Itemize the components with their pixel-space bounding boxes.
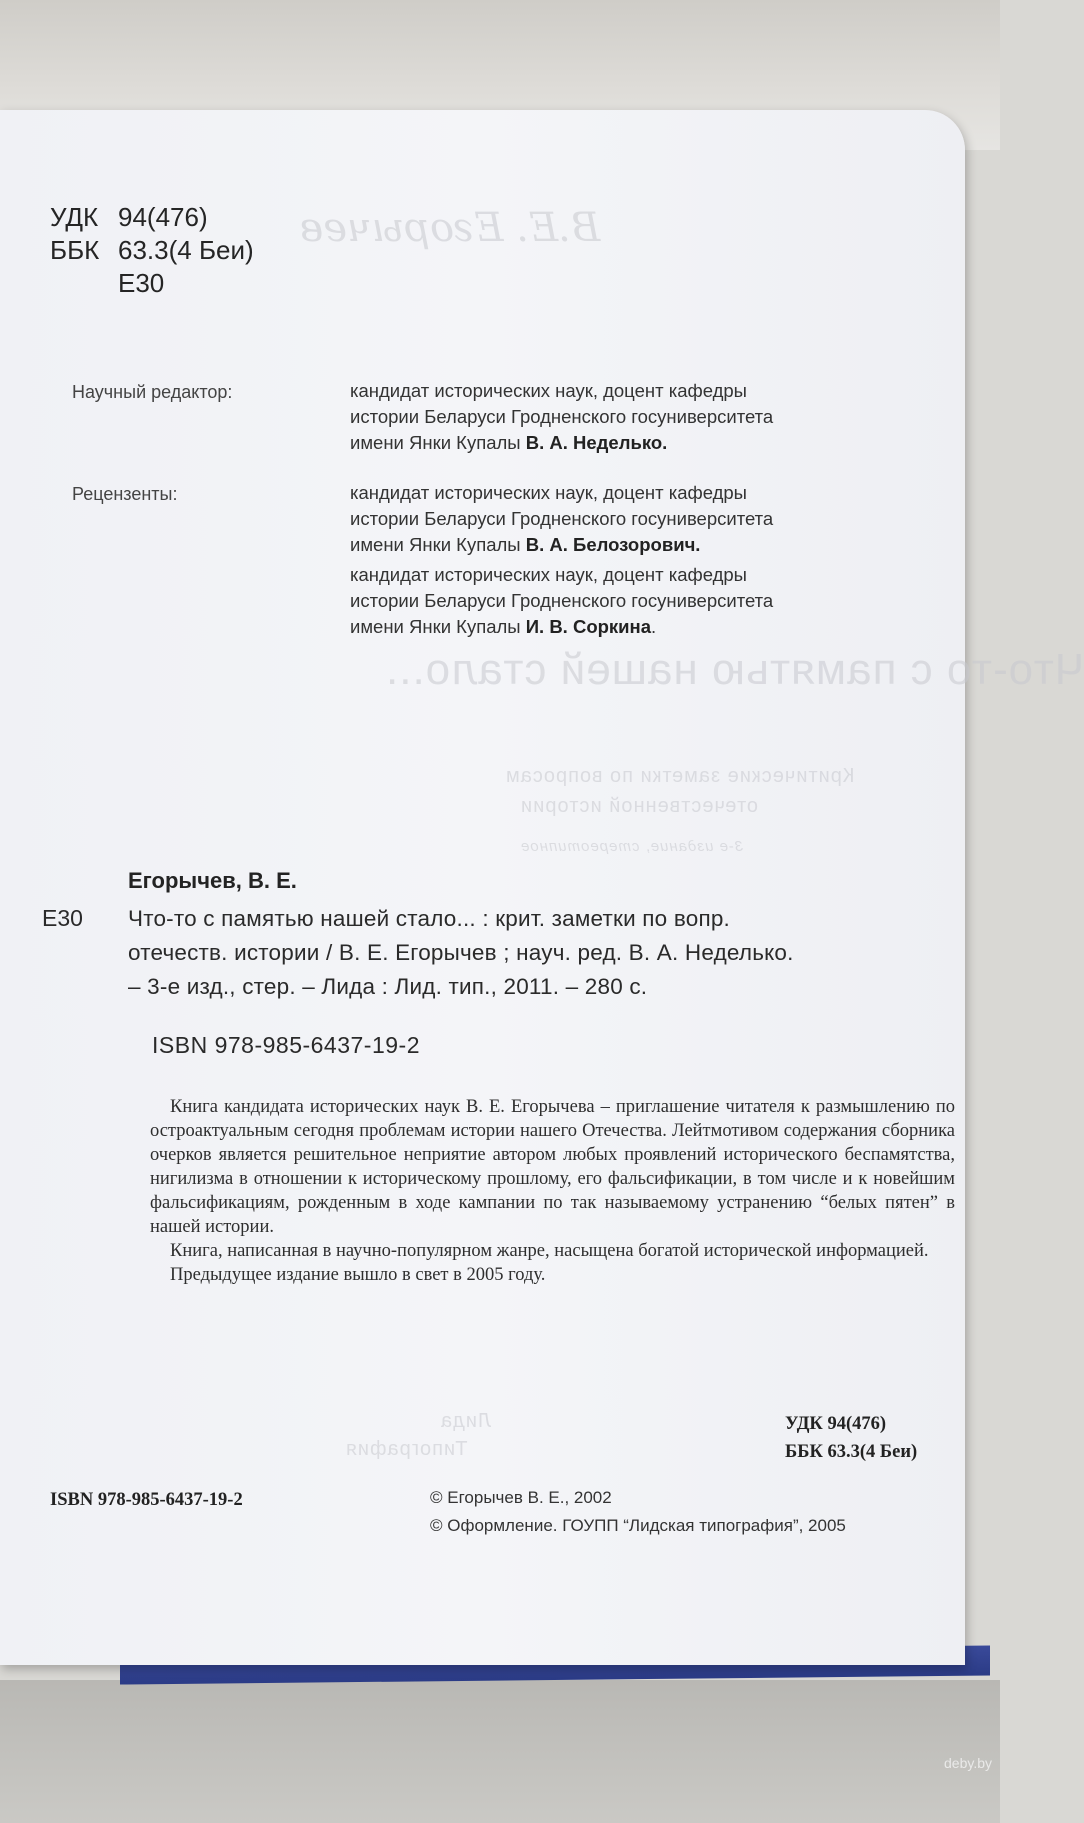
annotation-paragraph-1: Книга кандидата исторических наук В. Е. Егорычева – приглашение читателя к размышлению по остроактуальным сегодня проблемам истории нашего Отечества. Лейтмотивом содержания сборника очерков является решительное неприятие автором любых проявлений исторического беспамятства, нигилизма в отношении к историческому прошлому, его фальсификации, в том числе и к новейшим фальсификациям, рожденным в ходе кампании по так называемому устранению “белых пятен” в нашей истории.	[150, 1097, 955, 1237]
copyright-design: © Оформление. ГОУПП “Лидская типография”, 2005	[430, 1516, 846, 1535]
footer-bbk: ББК 63.3(4 Беи)	[785, 1442, 918, 1462]
show-through-title: Что-то с памятью нашей стало...	[385, 645, 1084, 694]
editor-name: В. А. Неделько.	[525, 432, 668, 453]
annotation-paragraph-2: Книга, написанная в научно-популярном жанре, насыщена богатой исторической информацией.	[170, 1241, 929, 1261]
reviewer-1-line-1: кандидат исторических наук, доцент кафедры	[350, 482, 747, 503]
show-through-publisher: Типография	[345, 1438, 468, 1460]
watermark: deby.by	[944, 1755, 992, 1771]
reviewer-1-line-3: имени Янки Купалы	[350, 534, 526, 555]
editor-line-3: имени Янки Купалы	[350, 432, 526, 453]
author-mark: Е30	[118, 268, 165, 298]
show-through-subtitle-2: отечественной истории	[520, 795, 758, 817]
catalog-description	[128, 902, 794, 1004]
reviewer-2-line-1: кандидат исторических наук, доцент кафедры	[350, 564, 747, 585]
reviewer-2-name: И. В. Соркина	[525, 616, 652, 637]
show-through-city: Лида	[440, 1410, 492, 1432]
annotation-paragraph-3: Предыдущее издание вышло в свет в 2005 году.	[170, 1265, 546, 1285]
show-through-author: В.Е. Егорычев	[300, 205, 601, 251]
udk-label: УДК	[50, 202, 99, 232]
reviewer-1-line-2: истории Беларуси Гродненского госуниверситета	[350, 508, 774, 529]
footer-udk: УДК 94(476)	[785, 1414, 887, 1434]
editor-line-2: истории Беларуси Гродненского госуниверситета	[350, 406, 774, 427]
footer-isbn: ISBN 978-985-6437-19-2	[50, 1490, 243, 1510]
show-through-edition: 3-е издание, стереотипное	[520, 838, 744, 855]
editor-line-1: кандидат исторических наук, доцент кафедры	[350, 380, 747, 401]
annotation	[150, 1095, 955, 1287]
copyright-author: © Егорычев В. Е., 2002	[430, 1488, 612, 1507]
footer-classification	[785, 1410, 917, 1466]
reviewer-2-text	[350, 562, 773, 640]
catalog-mark: Е30	[42, 905, 83, 931]
bbk-label: ББК	[50, 235, 100, 265]
udk-line	[50, 202, 208, 233]
bbk-value: 63.3(4 Беи)	[118, 235, 254, 265]
reviewer-2-line-2: истории Беларуси Гродненского госуниверситета	[350, 590, 774, 611]
footer-copyrights	[430, 1484, 846, 1540]
background-bottom	[0, 1680, 1000, 1823]
reviewer-1-text	[350, 480, 773, 558]
catalog-line-3: – 3-е изд., стер. – Лида : Лид. тип., 2011. – 280 с.	[128, 974, 648, 999]
reviewer-2-line-3: имени Янки Купалы	[350, 616, 526, 637]
bbk-line	[50, 235, 254, 266]
catalog-isbn: ISBN 978-985-6437-19-2	[152, 1032, 420, 1058]
catalog-author: Егорычев, В. Е.	[128, 868, 297, 893]
reviewer-1-name: В. А. Белозорович.	[525, 534, 701, 555]
editor-text	[350, 378, 773, 456]
editor-label: Научный редактор:	[72, 382, 233, 402]
udk-value: 94(476)	[118, 202, 208, 232]
reviewer-2-suffix: .	[651, 616, 657, 637]
reviewers-label: Рецензенты:	[72, 484, 178, 504]
catalog-line-1: Что-то с памятью нашей стало... : крит. заметки по вопр.	[128, 906, 731, 931]
show-through-subtitle-1: Критические заметки по вопросам	[505, 765, 855, 787]
catalog-line-2: отечеств. истории / В. Е. Егорычев ; науч. ред. В. А. Неделько.	[128, 940, 794, 965]
book-page	[0, 110, 1084, 1665]
